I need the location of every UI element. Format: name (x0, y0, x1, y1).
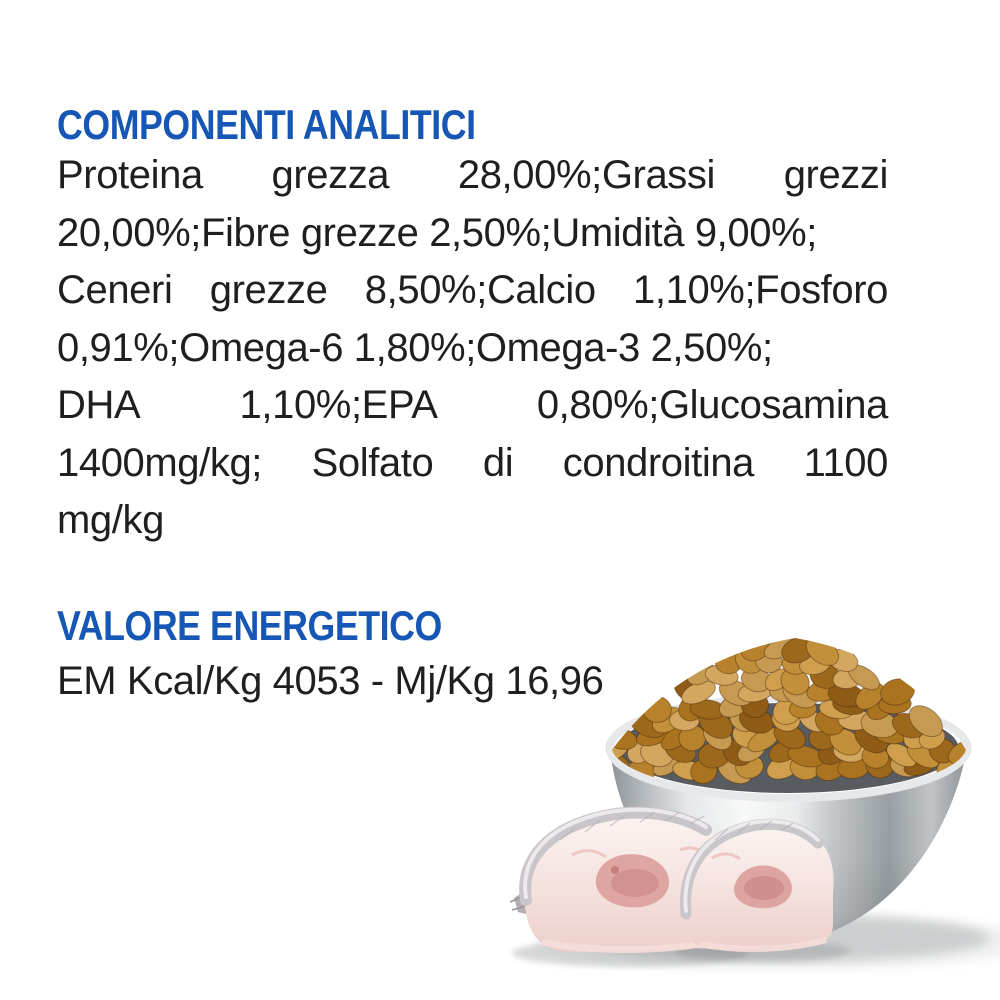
analytical-text-line: Proteina grezza 28,00%;Grassi grezzi (57, 153, 888, 197)
energy-value-heading-text: VALORE ENERGETICO (57, 602, 442, 649)
analytical-text-line: DHA 1,10%;EPA 0,80%;Glucosamina (57, 383, 888, 427)
energy-value-text: EM Kcal/Kg 4053 - Mj/Kg 16,96 (57, 659, 604, 703)
bowl-and-fish-illustration (480, 600, 1000, 1000)
analytical-text-line: 20,00%;Fibre grezze 2,50%;Umidità 9,00%; (57, 210, 817, 255)
analytical-text-line: 0,91%;Omega-6 1,80%;Omega-3 2,50%; (57, 325, 773, 370)
analytical-components-heading-text: COMPONENTI ANALITICI (57, 101, 476, 148)
analytical-components-text (57, 147, 888, 550)
analytical-components-heading (57, 101, 549, 148)
analytical-text-line: mg/kg (57, 498, 164, 542)
kibble-pile (591, 629, 996, 789)
product-photo (480, 600, 1000, 1000)
analytical-text-line: Ceneri grezze 8,50%;Calcio 1,10%;Fosforo (57, 268, 888, 312)
analytical-text-line: 1400mg/kg; Solfato di condroitina 1100 (57, 440, 888, 485)
energy-value-heading (57, 602, 510, 649)
